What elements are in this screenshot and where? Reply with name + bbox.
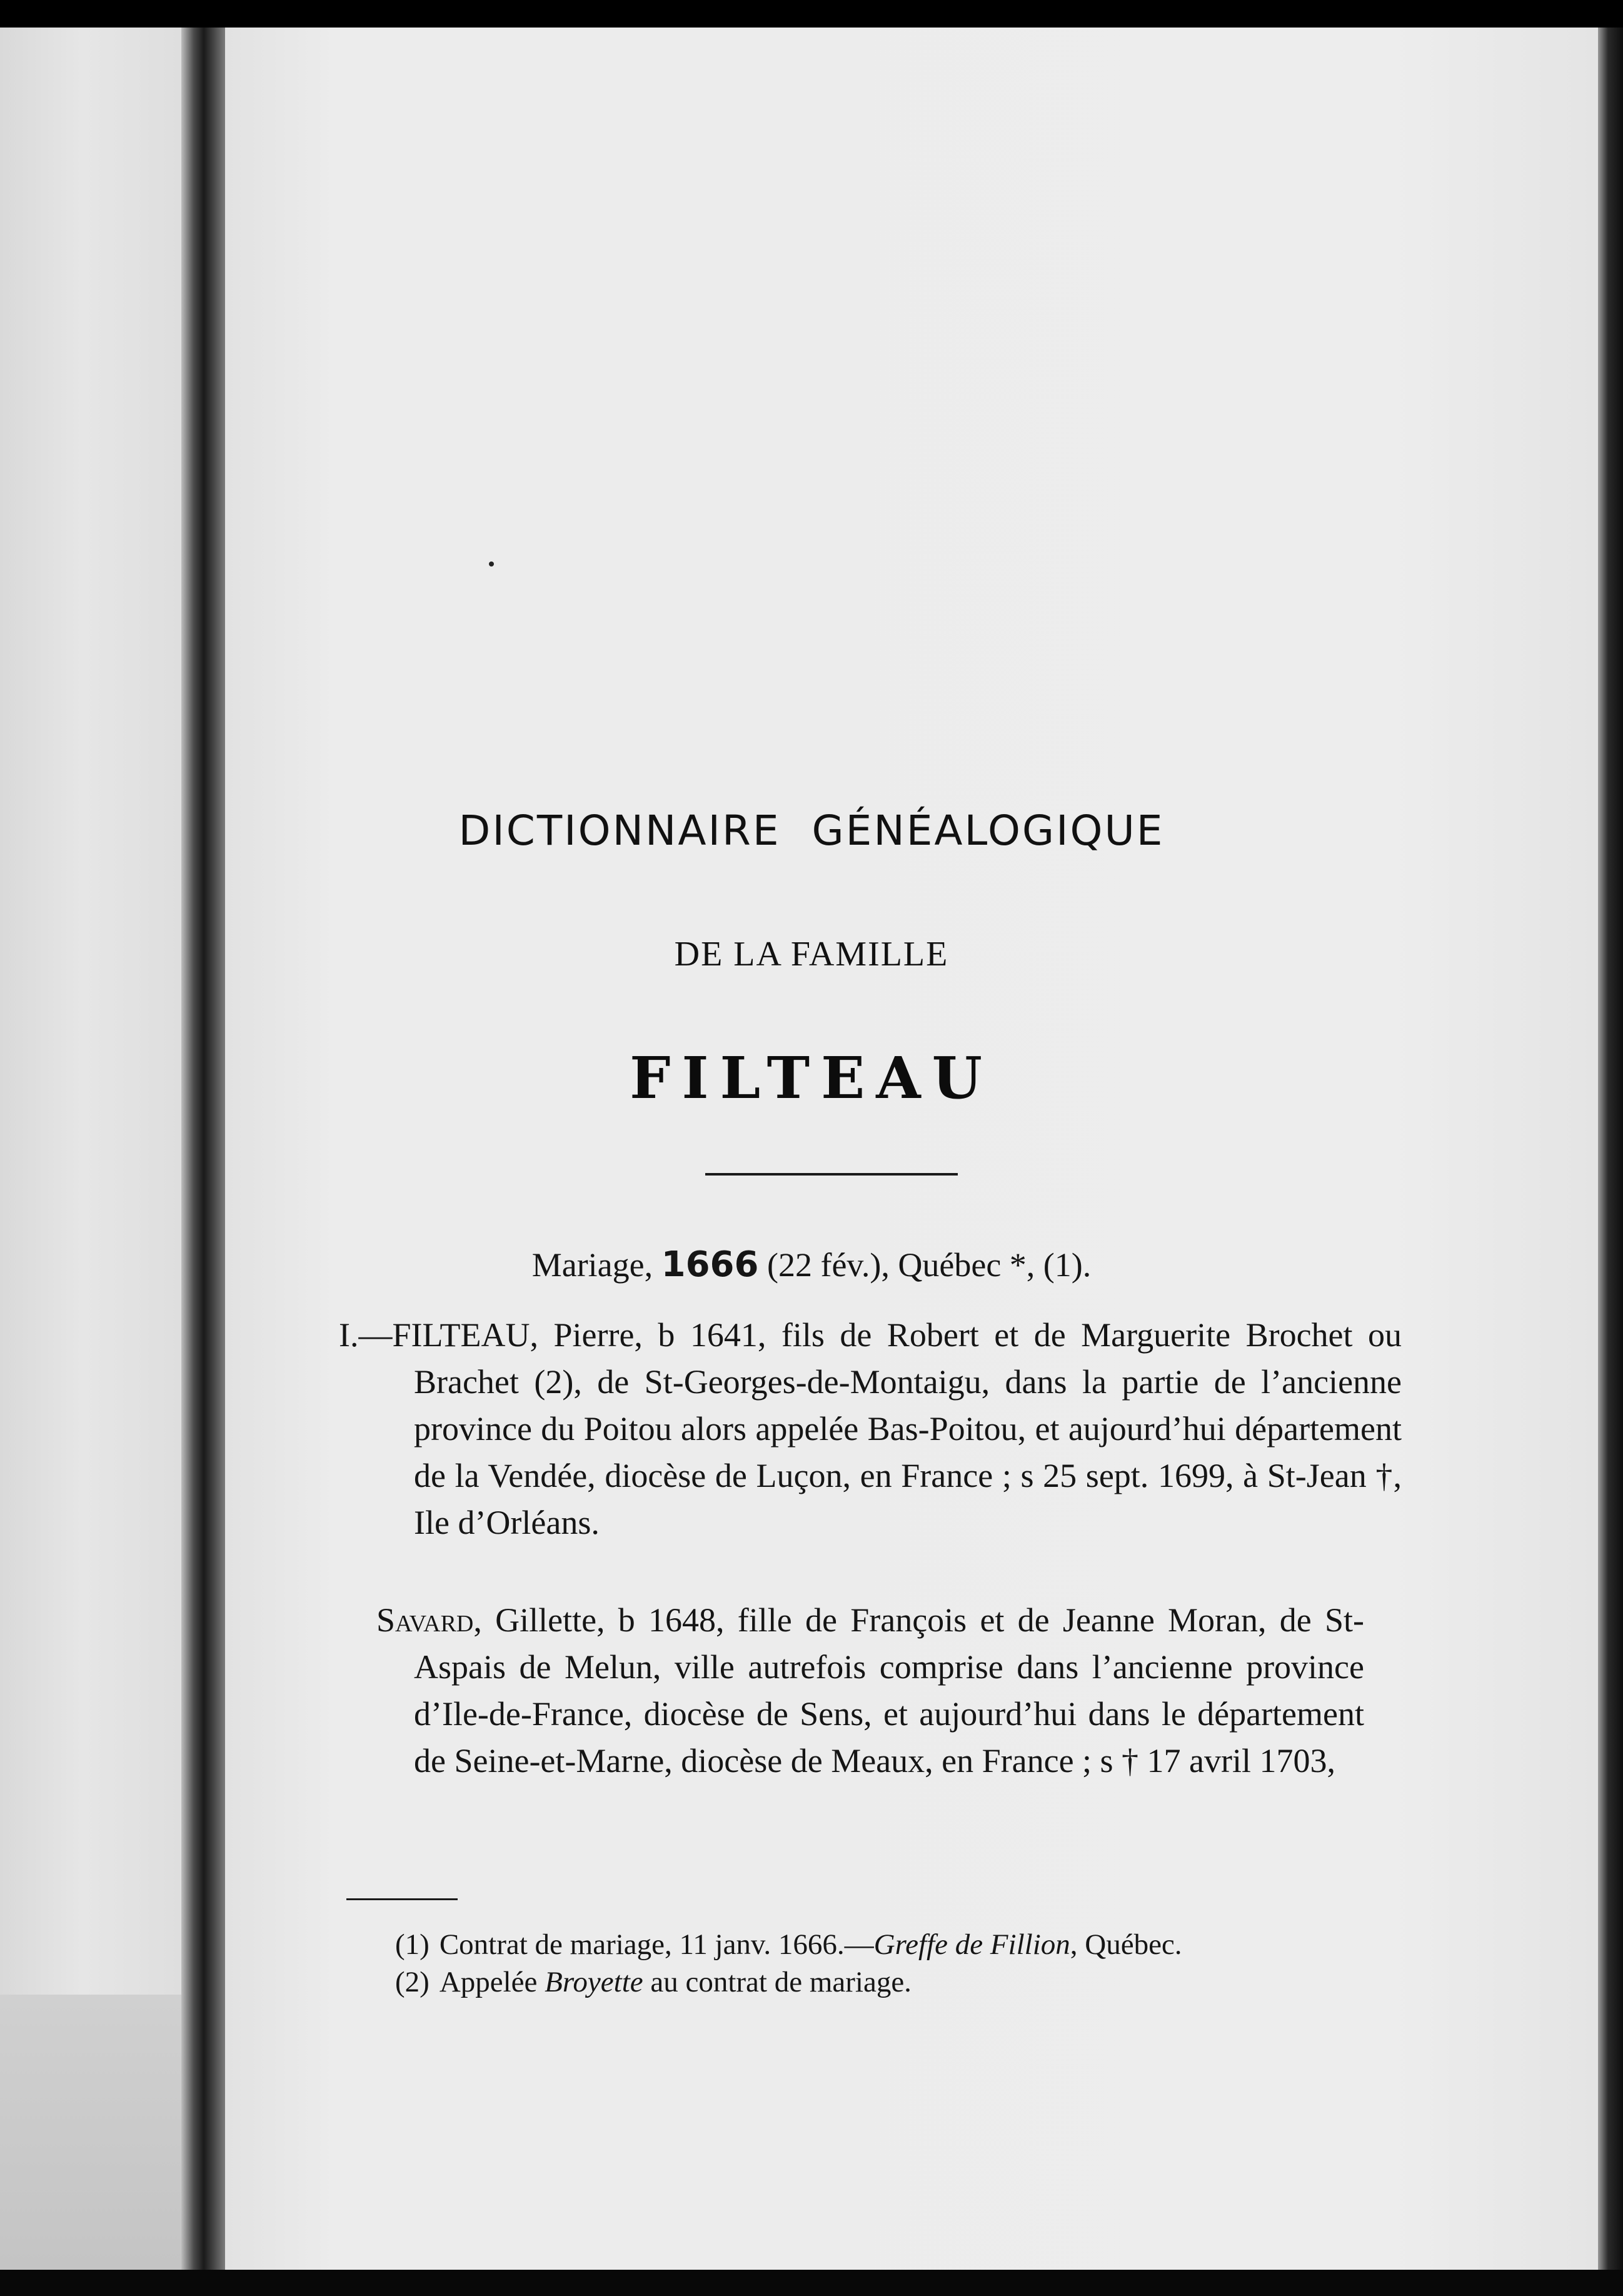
scan-top-border bbox=[0, 0, 1623, 28]
title-main: DICTIONNAIRE GÉNÉALOGIQUE bbox=[458, 807, 1165, 855]
footnote-mark: (2) bbox=[395, 1966, 430, 1998]
entry-pierre-filteau: I.—FILTEAU, Pierre, b 1641, fils de Robert et de Marguerite Brochet ou Brachet (2), de St-Georges-de-Montaigu, dans la partie de l’ancienne province du Poitou alors appelée Bas-Poitou, et aujourd’hui département de la Vendée, diocèse de Luçon, en France ; s 25 sept. 1699, à St-Jean †, Ile d’Orléans. bbox=[339, 1316, 1402, 1541]
footnote-1 bbox=[395, 1926, 1333, 1963]
footnote-italic: Broyette bbox=[545, 1966, 643, 1998]
footnote-2 bbox=[395, 1963, 1333, 2001]
previous-page-edge bbox=[0, 28, 206, 2270]
marriage-year: 1666 bbox=[661, 1244, 759, 1285]
footnote-mark: (1) bbox=[395, 1928, 430, 1961]
entry-gillette-savard bbox=[376, 1597, 1364, 1785]
title-family-name: FILTEAU bbox=[630, 1044, 993, 1112]
footnote-divider bbox=[346, 1898, 458, 1900]
page-right-edge bbox=[1598, 28, 1623, 2270]
entry-surname: Savard bbox=[376, 1601, 474, 1639]
footnote-text-end: au contrat de mariage. bbox=[643, 1966, 912, 1998]
entry-body: , Gillette, b 1648, fille de François et de Jeanne Moran, de St-Aspais de Melun, ville autrefois comprise dans l’ancienne province d’Ile-de-France, diocèse de Sens, et aujourd’hui dans le département de Seine-et-Marne, diocèse de Meaux, en France ; s † 17 avril 1703, bbox=[414, 1601, 1364, 1780]
footnote-text: Contrat de mariage, 11 janv. 1666.— bbox=[439, 1928, 874, 1961]
title-divider bbox=[705, 1173, 958, 1176]
ink-speck bbox=[489, 561, 494, 566]
title-subtitle: DE LA FAMILLE bbox=[674, 935, 949, 974]
footnote-text-end: , Québec. bbox=[1070, 1928, 1182, 1961]
marriage-line bbox=[0, 1244, 1623, 1285]
footnote-text: Appelée bbox=[439, 1966, 545, 1998]
marriage-prefix: Mariage, bbox=[531, 1246, 661, 1284]
footnote-italic: Greffe de Fillion bbox=[873, 1928, 1070, 1961]
marriage-details: (22 fév.), Québec *, (1). bbox=[758, 1246, 1092, 1284]
scan-bottom-border bbox=[0, 2270, 1623, 2296]
book-gutter bbox=[181, 28, 231, 2270]
